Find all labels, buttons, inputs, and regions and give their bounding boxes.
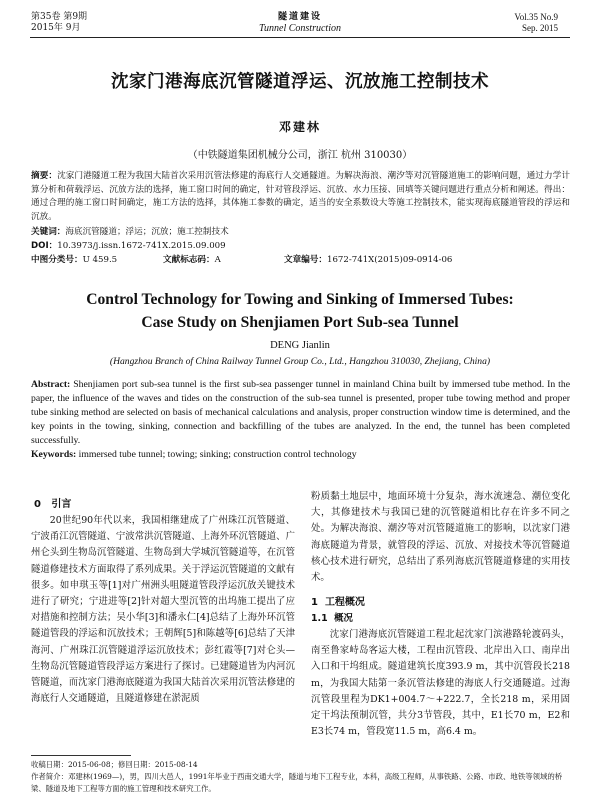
classification-number: 中图分类号：U 459.5 — [31, 255, 118, 265]
author-en: DENG Jianlin — [270, 340, 330, 351]
author-cn: 邓建林 — [278, 120, 321, 134]
paper-title-cn: 沈家门港海底沉管隧道浮运、沉放施工控制技术 — [111, 72, 489, 92]
header-volume: Vol.35 No.9 Sep. 2015 — [514, 12, 558, 33]
paper-title-en-line2: Case Study on Shenjiamen Port Sub-sea Tunnel — [141, 314, 459, 331]
header-issue: 第35卷 第9期 2015年 9月 — [31, 12, 88, 33]
abstract-cn: 摘要：沈家门港隧道工程为我国大陆首次采用沉管法修建的海底行人交通隧道。为解决海浪、潮汐等对沉管隧道施工的影响问题，通过力学计算分析和荷载浮运、沉放方法的选择，施工窗口时间的确定，针对管段浮运、沉放、水力压接、回填等关键问题进行重点分析和阐述。得出：通过合理的施工窗口时间确定，施工方法的选择，其体施工参数的确定，适当的安全系数设大等施工控制技术，能实现海底隧道管段的浮运和沉放。 — [31, 171, 570, 222]
section-1-1-heading: 1.1 概况 — [311, 613, 353, 624]
header-journal: 隧道建设 Tunnel Construction — [259, 12, 341, 34]
intro-text-left: 20世纪90年代以来，我国相继建成了广州珠江沉管隧道、宁波甬江沉管隧道、宁波常洪沉管隧道、上海外环沉管隧道、广州仑头到生物岛沉管隧道、生物岛到大学城沉管隧道等，在沉管隧道修建技术方面取得了系列成果。关于浮运沉管隧道的文献有很多。如申琪玉等[1]对广州洲头咀隧道管段浮运沉放关键技术进行了研究；宁进进等[2]针对超大型沉管的出坞施工提出了应对措施和控制方法；吴小华[3]和潘永仁[4]总结了上海外环沉管隧道管段的浮运和沉放技术；王朝辉[5]和陈越等[6]总结了天津海河、广州珠江沉管隧道浮运沉放技术；彭红霞等[7]对仑头—生物岛沉管隧道管段浮运方案进行了探讨。已建隧道皆为内河沉管隧道，而沈家门港海底隧道为我国大陆首次采用沉管法修建的海底行人交通隧道，且隧道修建在淤泥质 — [31, 515, 295, 705]
document-code: 文献标志码：A — [163, 255, 221, 265]
overview-text: 沈家门港海底沉管隧道工程北起沈家门滨港路轮渡码头，南至鲁家峙岛客运大楼，工程由沉管段、北岸出入口、南岸出入口和干坞组成。隧道建筑长度393.9 m，其中沉管段长218 m，为我国大陆第一条沉管法修建的海底人行交通隧道。过海沉管段里程为DK1+004.7～+222.7，全长218 m，采用固定干坞法预制沉管，共分3节管段，其中，E1长70 m，E2和E3长74 m，管段宽11.5 m，高6.4 m。 — [311, 629, 570, 738]
keywords-cn: 关键词：海底沉管隧道；浮运；沉放；施工控制技术 — [31, 227, 229, 237]
section-0-heading: 0 引言 — [34, 499, 72, 510]
doi: DOI：10.3973/j.issn.1672-741X.2015.09.009 — [31, 241, 226, 251]
article-number: 文章编号：1672-741X(2015)09-0914-06 — [284, 255, 453, 265]
footnote-author-bio: 作者简介：邓建林(1969—)，男，四川大邑人，1991年毕业于西南交通大学，隧道与地下工程专业，本科，高级工程师，从事铁路、公路、市政、地铁等领域的桥梁、隧道及地下工程等方面的施工管理和技术研究工作。 — [31, 772, 563, 793]
footnote-received: 收稿日期：2015-06-08；修回日期：2015-08-14 — [31, 760, 198, 769]
keywords-en: Keywords: immersed tube tunnel; towing; sinking; construction control technology — [31, 449, 357, 460]
affiliation-cn: （中铁隧道集团机械分公司，浙江 杭州 310030） — [187, 150, 413, 161]
paper-title-en-line1: Control Technology for Towing and Sinking of Immersed Tubes: — [86, 291, 514, 308]
affiliation-en: (Hangzhou Branch of China Railway Tunnel Group Co., Ltd., Hangzhou 310030, Zhejiang, China) — [109, 356, 491, 367]
abstract-en: Abstract: Shenjiamen port sub-sea tunnel is the first sub-sea passenger tunnel in mainland China built by immersed tube method. In the paper, the influence of the waves and tides on the construction of the sub-sea tunnel is presented, proper tube towing method and proper tube sinking method are selected on basis of mechanical calculations and analysis, proper construction window time is determined, and the key points in the towing, sinking, connection and backfilling of the tubes are analyzed. In the end, the tunnel has been completed successfully. — [31, 379, 570, 446]
footnote-rule — [31, 755, 131, 756]
intro-text-right: 粉质黏土地层中，地面环境十分复杂，海水流速急、潮位变化大，其修建技术与我国已建的沉管隧道相比存在许多不同之处。为解决海浪、潮汐等对沉管隧道施工的影响，以沈家门港海底隧道为背景，就管段的浮运、沉放、对接技术等沉管隧道核心技术进行研究，总结出了系列海底沉管隧道修建的实用技术。 — [311, 491, 570, 584]
section-1-heading: 1 工程概况 — [311, 597, 365, 608]
header-rule — [30, 37, 570, 38]
